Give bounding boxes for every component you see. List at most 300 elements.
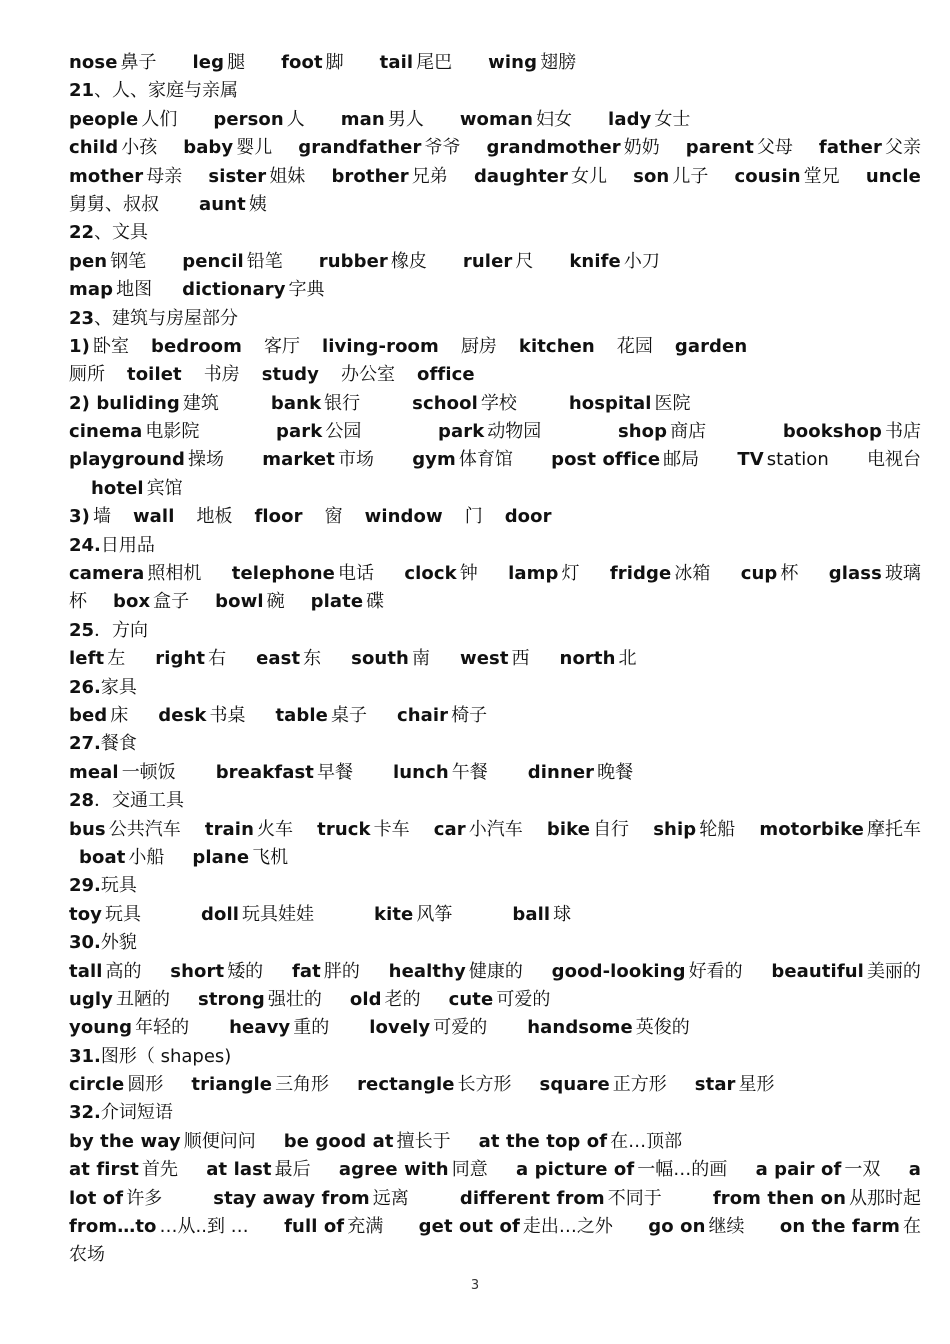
chinese-meaning: 市场 [337,449,374,471]
english-word: baby [183,137,234,159]
vocab-item [325,503,343,531]
vocab-item [419,1213,613,1241]
chinese-meaning: station [766,449,829,471]
section-heading [69,872,921,900]
english-word: from then on [712,1187,846,1209]
chinese-meaning: 银行 [324,392,361,414]
vocab-item [341,106,424,134]
chinese-meaning: 早餐 [316,761,353,783]
vocab-item [417,361,475,389]
vocab-line [69,986,921,1014]
section-title: 玩具 [100,875,137,897]
vocab-item [69,986,170,1014]
section-title: 餐食 [100,733,137,755]
chinese-meaning: 妇女 [536,108,573,130]
vocab-item [771,958,921,986]
chinese-meaning: 钟 [459,563,478,585]
chinese-meaning: 冰箱 [674,563,711,585]
vocab-item [69,588,87,616]
english-word: from…to [69,1216,157,1238]
english-word: cousin [734,165,801,187]
vocab-line [69,1014,921,1042]
vocab-item [69,248,146,276]
vocab-line [69,276,921,304]
section-title: 日用品 [100,534,155,556]
vocab-item [69,446,224,474]
chinese-meaning: 东 [303,648,322,670]
chinese-meaning: 书店 [884,421,921,443]
vocab-line [69,702,921,730]
vocab-item [351,645,430,673]
vocab-item [465,503,483,531]
chinese-meaning: 圆形 [127,1074,164,1096]
english-word: leg [192,52,225,73]
english-word: aunt [199,193,246,215]
vocab-item [182,276,324,304]
chinese-meaning: 充满 [347,1216,384,1238]
vocab-item [569,390,691,418]
vocab-item [528,759,633,787]
section-title: 介词短语 [100,1102,173,1124]
english-word: telephone [231,563,335,585]
vocab-item [182,248,283,276]
vocab-item [317,816,409,844]
chinese-meaning: 书房 [203,364,240,386]
vocab-line [69,333,921,361]
vocab-item [322,333,439,361]
english-word: by the way [69,1130,181,1152]
chinese-meaning: 兄弟 [411,165,448,187]
vocab-item [369,1014,487,1042]
section-heading [69,787,921,815]
chinese-meaning: 球 [553,903,572,925]
vocab-item [735,163,840,191]
vocab-item [69,1213,249,1241]
vocab-item [527,1014,690,1042]
vocab-item [412,446,513,474]
chinese-meaning: 学校 [480,392,517,414]
vocab-item [204,361,240,389]
chinese-meaning: 字典 [288,279,325,301]
vocab-item [69,1071,163,1099]
vocab-item [69,645,125,673]
chinese-meaning: 建筑 [182,392,219,414]
vocab-item [284,1128,451,1156]
chinese-meaning: 可爱的 [496,988,551,1010]
vocab-item [69,390,219,418]
section-number: 23 [69,307,95,329]
chinese-meaning: 商店 [670,421,707,443]
english-word: table [275,704,328,726]
vocab-item [319,248,427,276]
vocab-item [618,418,706,446]
section-number: 26. [69,676,101,698]
english-word: bed [69,704,108,726]
chinese-meaning: 尾巴 [416,52,453,73]
section-number: 29. [69,875,101,897]
chinese-meaning: 走出…之外 [522,1216,613,1238]
vocab-line [69,503,921,531]
vocab-item [196,503,232,531]
vocab-item [819,134,921,162]
chinese-meaning: 腿 [227,52,246,73]
english-word: breakfast [215,761,314,783]
chinese-meaning: 电话 [337,563,374,585]
english-word: window [364,506,443,528]
vocab-item [389,958,523,986]
vocab-line [69,361,921,389]
vocab-item [610,560,710,588]
chinese-meaning: 舅舅、叔叔 [69,193,159,215]
english-word: dictionary [182,279,286,301]
vocab-line [69,446,921,474]
chinese-meaning: 公共汽车 [108,818,181,840]
chinese-meaning: 儿子 [672,165,709,187]
vocab-item [276,418,361,446]
vocab-item [633,163,708,191]
vocab-item [193,49,246,77]
chinese-meaning: 老的 [384,988,421,1010]
english-word: meal [69,761,119,783]
english-word: father [818,137,882,159]
english-word: door [504,506,552,528]
chinese-meaning: 丑陋的 [116,988,171,1010]
vocab-item [357,1071,511,1099]
english-word: plate [310,591,364,613]
chinese-meaning: 首先 [142,1159,179,1181]
vocab-item [508,560,579,588]
vocab-line [69,1241,921,1269]
vocab-item [158,702,245,730]
english-word: bedroom [150,335,242,357]
section-heading [69,1099,921,1127]
vocab-item [170,958,263,986]
english-word: uncle [865,165,921,187]
vocab-item [505,503,552,531]
vocab-item [756,1156,881,1184]
vocab-item [516,1156,727,1184]
vocab-item [551,446,699,474]
chinese-meaning: 女儿 [570,165,607,187]
english-word: plane [192,846,250,868]
english-word: at first [69,1159,140,1181]
chinese-meaning: 堂兄 [803,165,840,187]
chinese-meaning: 右 [208,648,227,670]
chinese-meaning: 小船 [128,846,165,868]
vocab-item [69,1128,256,1156]
vocab-item [608,106,690,134]
vocab-item [69,901,141,929]
vocab-item [474,163,607,191]
chinese-meaning: 农场 [69,1244,105,1266]
english-word: rubber [318,250,388,272]
english-word: glass [828,563,882,585]
chinese-meaning: 小刀 [623,250,660,272]
english-word: grandfather [298,137,422,159]
english-word: ugly [69,988,114,1010]
vocab-line [69,475,921,503]
vocab-line [69,844,921,872]
english-word: bus [69,818,106,840]
vocab-item [404,560,477,588]
section-title: 、建筑与房屋部分 [94,307,239,329]
vocab-item [281,49,344,77]
section-heading [69,730,921,758]
vocab-item [271,390,360,418]
english-word: at last [206,1159,272,1181]
chinese-meaning: 一顿饭 [121,761,176,783]
vocab-item [69,134,157,162]
chinese-meaning: 玩具娃娃 [242,903,315,925]
vocab-item [434,816,523,844]
vocab-item [127,361,182,389]
section-title: 图形（ shapes) [100,1045,232,1067]
vocab-item [69,49,157,77]
section-heading [69,674,921,702]
chinese-meaning: 人们 [141,108,178,130]
vocab-line [69,1071,921,1099]
vocab-line [69,418,921,446]
chinese-meaning: 继续 [708,1216,745,1238]
english-word: sister [208,165,267,187]
chinese-meaning: 医院 [654,392,691,414]
english-word: circle [69,1074,125,1096]
chinese-meaning: 从那时起 [849,1187,921,1209]
vocab-item [438,418,541,446]
english-word: toy [69,903,103,925]
chinese-meaning: 星形 [738,1074,775,1096]
english-word: bookshop [782,421,882,443]
chinese-meaning: 照相机 [147,563,202,585]
english-word: toilet [127,364,182,386]
english-word: nose [69,52,118,73]
chinese-meaning: 正方形 [612,1074,667,1096]
english-word: son [633,165,670,187]
english-word: motorbike [759,818,864,840]
english-word: wall [132,506,175,528]
chinese-meaning: 卧室 [92,335,129,357]
chinese-meaning: 火车 [257,818,293,840]
vocab-item [155,645,226,673]
english-word: kite [374,903,414,925]
vocab-item [783,418,921,446]
chinese-meaning: 碟 [366,591,385,613]
chinese-meaning: 宾馆 [146,477,183,499]
chinese-meaning: 顺便问问 [183,1130,256,1152]
english-word: on the farm [779,1216,900,1238]
vocab-item [183,134,272,162]
chinese-meaning: 办公室 [341,364,395,386]
english-word: kitchen [518,335,595,357]
section-title: ．交通工具 [94,790,185,812]
vocab-item [695,1071,775,1099]
chinese-meaning: 自行 [593,818,630,840]
vocab-item [479,1128,683,1156]
section-title: 、文具 [94,222,149,244]
chinese-meaning: 爷爷 [424,137,461,159]
english-word: south [351,648,409,670]
english-word: rectangle [357,1074,455,1096]
vocab-item [91,475,183,503]
vocab-item [69,361,105,389]
english-word: living-room [322,335,439,357]
chinese-meaning: 小汽车 [468,818,523,840]
english-word: cinema [69,421,143,443]
vocab-line [69,1156,921,1184]
chinese-meaning: 矮的 [227,960,264,982]
vocab-item [254,503,302,531]
chinese-meaning: 人 [286,108,305,130]
section-heading [69,929,921,957]
chinese-meaning: 北 [618,648,637,670]
vocab-item [460,645,530,673]
chinese-meaning: 在 [902,1216,921,1238]
section-heading [69,77,921,105]
chinese-meaning: 脚 [325,52,344,73]
english-word: lot of [69,1187,124,1209]
vocab-item [461,333,497,361]
english-word: box [113,591,151,613]
vocab-item [867,446,921,474]
section-heading [69,617,921,645]
vocab-item [339,1156,488,1184]
english-word: ball [512,903,551,925]
vocab-item [69,1156,178,1184]
chinese-meaning: 电视台 [866,449,921,471]
chinese-meaning: 英俊的 [635,1017,690,1039]
vocab-item [374,901,452,929]
chinese-meaning: 奶奶 [623,137,660,159]
vocab-item [829,560,921,588]
vocab-item [412,390,517,418]
vocab-item [463,248,533,276]
vocab-item [275,702,367,730]
english-word: train [204,818,254,840]
vocab-item [759,816,921,844]
vocab-item [69,1241,105,1269]
english-word: clock [404,563,457,585]
english-word: star [694,1074,736,1096]
english-word: grandmother [486,137,621,159]
chinese-meaning: 许多 [126,1187,163,1209]
chinese-meaning: 好看的 [688,960,743,982]
chinese-meaning: 花园 [616,335,653,357]
english-word: north [559,648,616,670]
vocab-item [397,702,487,730]
vocab-line [69,49,921,77]
english-word: old [349,988,382,1010]
chinese-meaning: 三角形 [275,1074,330,1096]
vocab-item [393,759,488,787]
english-word: short [170,960,225,982]
english-word: healthy [388,960,466,982]
vocab-item [519,333,595,361]
vocab-item [552,958,743,986]
vocab-item [350,986,421,1014]
vocab-item [69,106,177,134]
vocab-item [341,361,395,389]
vocab-item [213,106,304,134]
english-word: bike [546,818,591,840]
chinese-meaning: 玻璃 [884,563,921,585]
vocab-line [69,816,921,844]
chinese-meaning: 一双 [844,1159,881,1181]
chinese-meaning: 碗 [266,591,285,613]
english-word: bank [270,392,322,414]
chinese-meaning: 西 [511,648,530,670]
english-word: a picture of [515,1159,635,1181]
english-word: camera [69,563,145,585]
vocab-item [547,816,629,844]
english-word: stay away from [213,1187,370,1209]
english-word: handsome [527,1017,633,1039]
vocab-item [780,1213,921,1241]
vocab-line [69,759,921,787]
english-word: right [155,648,206,670]
english-word: cute [448,988,494,1010]
vocab-item [380,49,453,77]
chinese-meaning: 椅子 [451,704,488,726]
english-word: be good at [283,1130,394,1152]
vocab-line [69,588,921,616]
english-word: pen [69,250,108,272]
english-word: good-looking [551,960,686,982]
english-word: ship [653,818,697,840]
vocab-item [486,134,659,162]
english-word: heavy [229,1017,291,1039]
section-heading [69,532,921,560]
section-number: 22 [69,222,95,244]
vocab-item [449,986,551,1014]
english-word: 2) buliding [69,392,180,414]
english-word: bowl [215,591,264,613]
vocab-item [569,248,660,276]
vocab-item [284,1213,383,1241]
english-word: agree with [338,1159,449,1181]
chinese-meaning: 体育馆 [458,449,513,471]
english-word: study [261,364,319,386]
chinese-meaning: 电影院 [145,421,200,443]
vocab-item [79,844,164,872]
english-word: school [412,392,478,414]
english-word: lovely [369,1017,431,1039]
chinese-meaning: 同意 [451,1159,488,1181]
vocab-item [460,106,572,134]
vocab-item [737,446,828,474]
chinese-meaning: 婴儿 [236,137,273,159]
english-word: lady [608,108,652,130]
chinese-meaning: …从..到 … [159,1216,249,1238]
chinese-meaning: 年轻的 [135,1017,190,1039]
chinese-meaning: 在…顶部 [610,1130,683,1152]
chinese-meaning: 钢笔 [110,250,147,272]
chinese-meaning: 翅膀 [540,52,577,73]
chinese-meaning: 可爱的 [433,1017,488,1039]
chinese-meaning: 南 [411,648,430,670]
vocab-item [560,645,637,673]
section-number: 25 [69,619,95,641]
vocab-item [262,361,319,389]
chinese-meaning: 动物园 [487,421,542,443]
vocab-item [113,588,189,616]
vocab-item [206,1156,310,1184]
vocab-item [208,163,305,191]
section-title: 外貌 [100,932,137,954]
vocab-item [199,191,267,219]
vocab-item [69,276,152,304]
english-word: 1) [69,335,90,357]
section-heading [69,305,921,333]
